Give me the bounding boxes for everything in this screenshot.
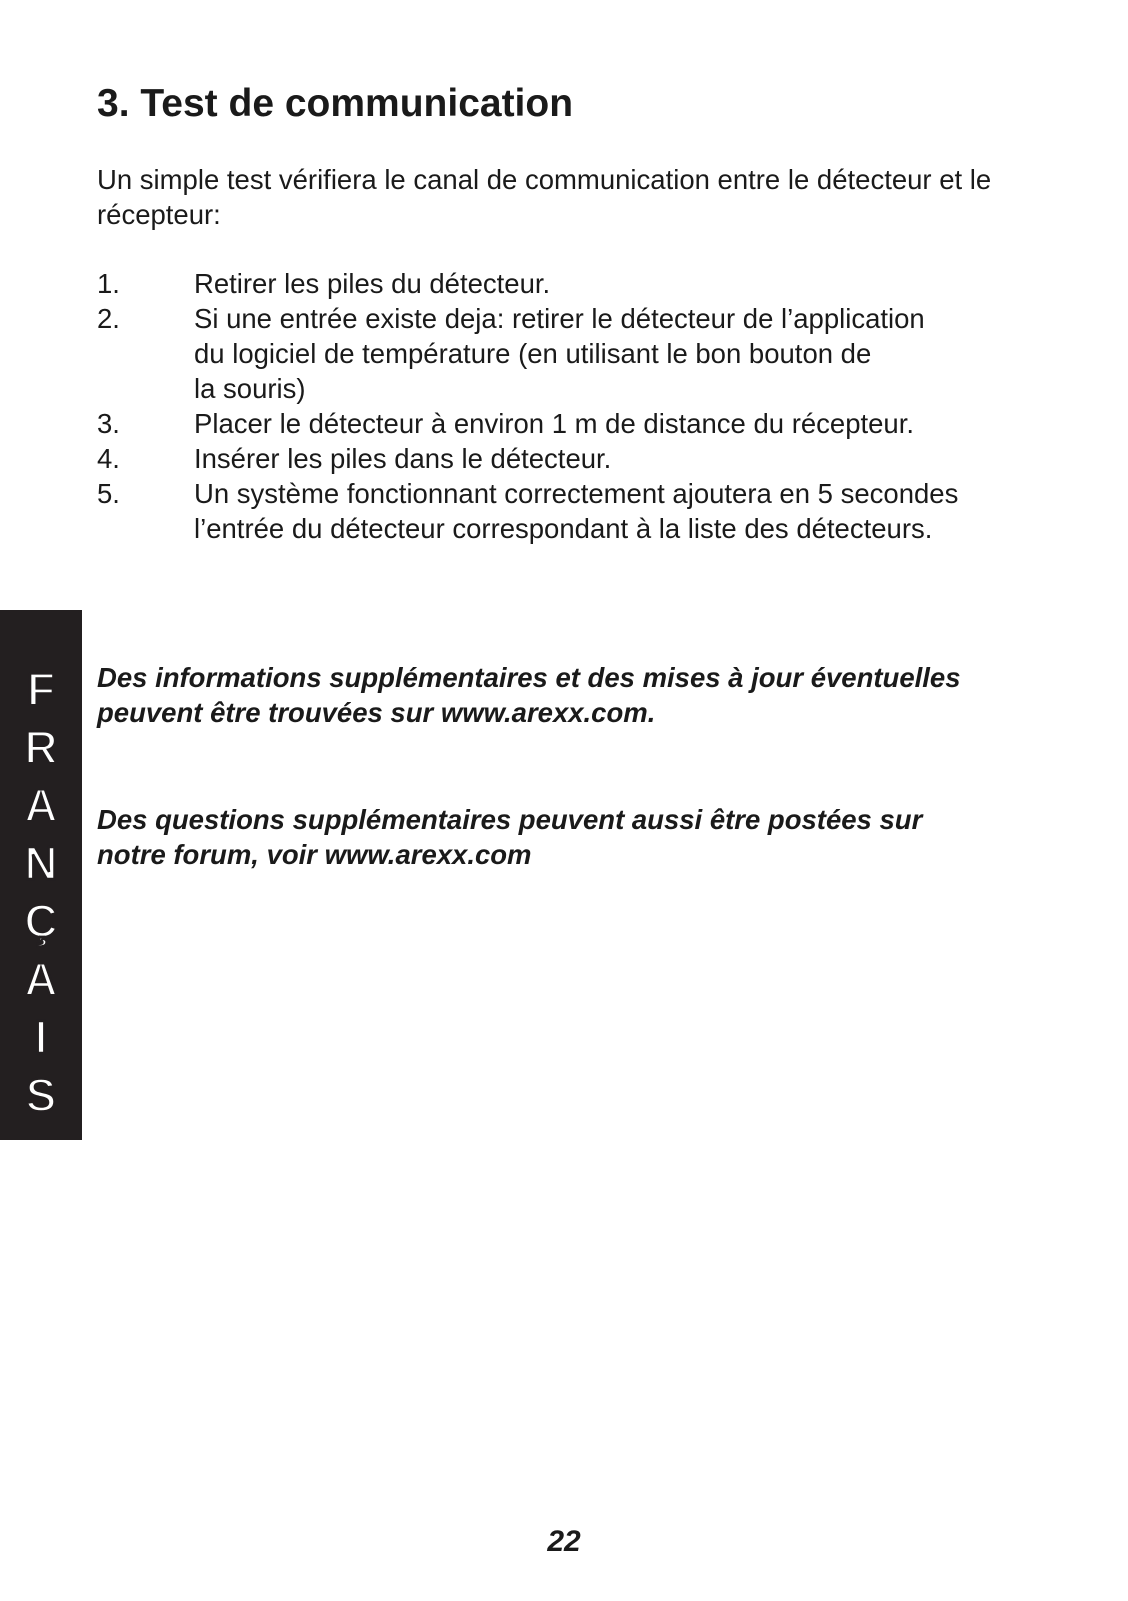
language-tab-letter: A [24, 779, 58, 831]
step-number: 2. [97, 303, 120, 334]
language-side-tab [0, 610, 82, 1140]
intro-paragraph: Un simple test vérifiera le canal de communication entre le détecteur et le récepteur: [97, 164, 992, 230]
step-text: Retirer les piles du détecteur. [194, 268, 551, 299]
step-text: la souris) [194, 373, 306, 404]
step-number: 4. [97, 443, 120, 474]
note-line: peuvent être trouvées sur www.arexx.com. [97, 697, 656, 728]
page-number: 22 [547, 1525, 581, 1558]
note-line: Des informations supplémentaires et des mises à jour éventuelles [97, 662, 961, 693]
language-tab-letter: Ç [24, 895, 58, 947]
note-line: notre forum, voir www.arexx.com [97, 839, 532, 870]
steps-list [97, 266, 1057, 546]
step-item [97, 441, 1057, 476]
step-text: l’entrée du détecteur correspondant à la liste des détecteurs. [194, 513, 933, 544]
step-number: 1. [97, 268, 120, 299]
language-tab-letter: F [26, 663, 56, 715]
language-tab-letter: N [24, 837, 58, 889]
section-heading: 3. Test de communication [97, 82, 574, 125]
step-item [97, 476, 1057, 546]
step-text: Placer le détecteur à environ 1 m de distance du récepteur. [194, 408, 915, 439]
language-tab-letter: S [25, 1069, 57, 1121]
step-item [97, 301, 1057, 406]
language-tab-letter: I [34, 1011, 48, 1063]
step-text: Un système fonctionnant correctement ajoutera en 5 secondes [194, 478, 959, 509]
step-text: Insérer les piles dans le détecteur. [194, 443, 612, 474]
forum-note [97, 802, 1057, 872]
language-tab-letters [0, 660, 82, 1124]
language-tab-letter: R [24, 721, 58, 773]
note-line: Des questions supplémentaires peuvent aussi être postées sur [97, 804, 923, 835]
step-item [97, 266, 1057, 301]
step-item [97, 406, 1057, 441]
step-text: Si une entrée existe deja: retirer le détecteur de l’application [194, 303, 925, 334]
language-tab-letter: A [24, 953, 58, 1005]
step-number: 3. [97, 408, 120, 439]
step-number: 5. [97, 478, 120, 509]
info-note [97, 660, 1057, 730]
step-text: du logiciel de température (en utilisant le bon bouton de [194, 338, 872, 369]
